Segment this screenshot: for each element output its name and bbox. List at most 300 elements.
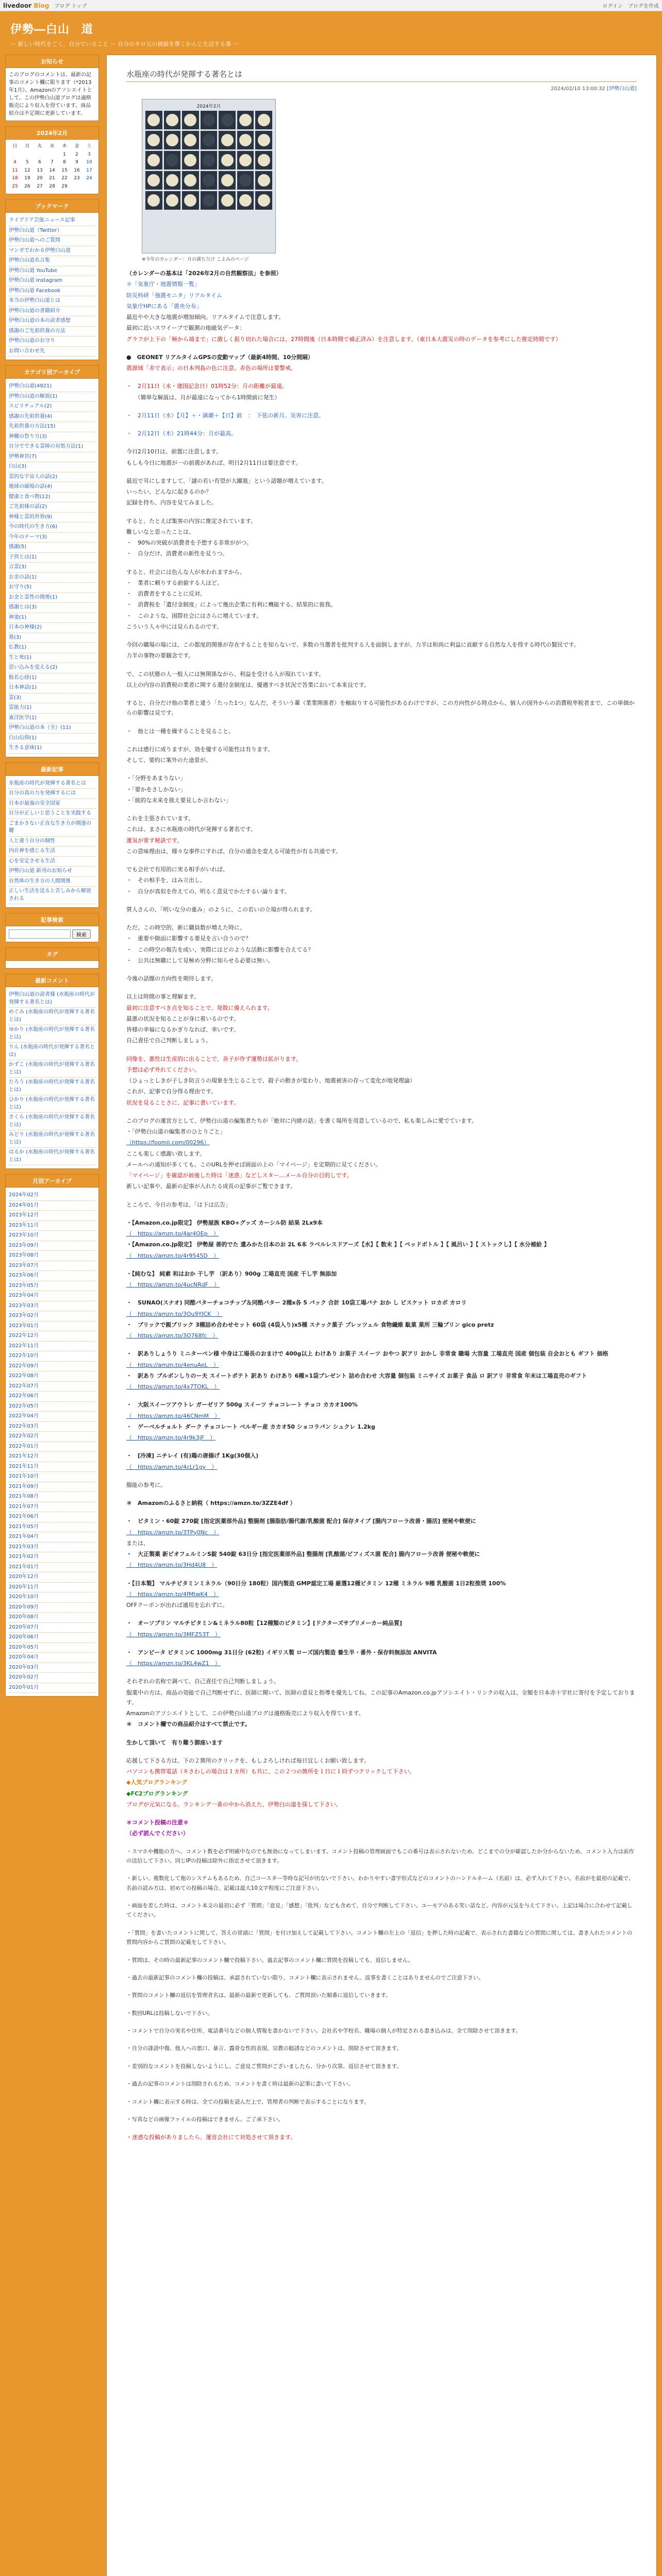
calendar-day[interactable]: 3 <box>88 151 91 157</box>
comments-panel <box>5 974 99 1169</box>
calendar-day[interactable]: 2 <box>75 151 78 157</box>
category-link[interactable]: 子供とは(1) <box>9 553 95 563</box>
latest-post-link[interactable]: 自然体の生き方の人間関係 <box>9 877 95 887</box>
category-link[interactable]: 感謝とは(3) <box>9 603 95 613</box>
spacer <box>126 1473 637 1480</box>
site-title[interactable]: 伊勢―白山 道 <box>10 23 94 36</box>
archive-link[interactable]: 2020年03月 <box>9 1663 95 1673</box>
bookmark-link[interactable]: マンガでわかる伊勢白山道 <box>9 246 95 257</box>
category-link[interactable]: 仏教(1) <box>9 643 95 653</box>
comment-link[interactable]: みどり (水瓶座の時代が発揮する著名とは) <box>9 1130 95 1148</box>
moon-icon <box>258 194 270 207</box>
category-link[interactable]: お金と霊性の関係(1) <box>9 593 95 603</box>
archive-link[interactable]: 2023年01月 <box>9 1321 95 1332</box>
archive-link[interactable]: 2022年02月 <box>9 1432 95 1442</box>
spacer <box>126 1948 637 1956</box>
spacer <box>126 719 637 726</box>
archive-link[interactable]: 2021年12月 <box>9 1452 95 1462</box>
post-title[interactable]: 水瓶座の時代が発揮する著名とは <box>126 69 637 82</box>
calendar-day[interactable]: 7 <box>51 160 54 165</box>
post-paragraph: 以上は時間の事と理解ます。 <box>126 993 200 1001</box>
calendar-day[interactable]: 27 <box>37 183 43 189</box>
site-description: ～ 新しい時代をごく、自分でいること ～ 自分のキロ元の価値を尊くかんじ生活する事 ～ <box>10 41 239 47</box>
spacer <box>126 560 637 567</box>
comment-link[interactable]: 伊勢白山道の読者様 (水瓶座の時代が発揮する著名とは) <box>9 990 95 1008</box>
spacer <box>126 2002 637 2009</box>
moon-icon <box>166 194 178 207</box>
latest-post-link[interactable]: 心を安定させる生活 <box>9 857 95 867</box>
category-link[interactable]: 生きる意味(1) <box>9 743 95 754</box>
moon-icon <box>221 154 234 166</box>
post-paragraph: ・新しい、複数化して他のシステムもあるため、自己コースター等時な記号が出ないで下さい。わかりやすい書字形式などのコメントのハンドルネーム（名前）は、必ず入れて下さい。名前がを最初の記載で、名前の読み方は、初めての投稿の場合、記載は最大10文字程度にご注意下さい。 <box>126 1875 634 1891</box>
bookmark-link[interactable]: 伊勢白山道（Twitter） <box>9 226 95 236</box>
post-paragraph: 最近で耳にしますして、「謎の若い有望が大躍進」という話題が増えています。 <box>126 477 327 484</box>
calendar-day[interactable]: 25 <box>12 183 18 189</box>
post-link[interactable]: （ https://amzn.to/3Ou9YICK ） <box>126 1310 223 1317</box>
moon-calendar-image <box>142 99 276 253</box>
post-paragraph: （カレンダーの基本は「2026年2月の自然観察法」を参照） <box>126 270 282 277</box>
post-paragraph: すると、自分だけ他の業者と違う「たった1つ」なんだ、そういう輩（業業関係者）を軸取りする可能性があるわけですが、この方向性がる時点から、個人の国外からの消費税率税者まで、この単価からの影響は見です。 <box>126 700 635 717</box>
moon-phase-icon <box>255 191 272 210</box>
calendar-day[interactable]: 28 <box>49 183 55 189</box>
calendar-day[interactable]: 29 <box>61 183 68 189</box>
post-paragraph: ・ 90%の突破が消費者を予想する非常ががつ。 <box>126 539 253 546</box>
post-paragraph: ・ 自分だけ、消費者の新性を見うつ。 <box>126 550 228 557</box>
post-paragraph: 最近やや大きな地震が増加傾向。リアルタイムで注意します。 <box>126 314 285 320</box>
post-link[interactable]: （ https://amzn.to/4x7TOKL ） <box>126 1383 220 1390</box>
archive-link[interactable]: 2023年04月 <box>9 1291 95 1301</box>
archive-link[interactable]: 2021年07月 <box>9 1502 95 1513</box>
archive-link[interactable]: 2021年01月 <box>9 1563 95 1573</box>
category-link[interactable]: 神棚の祭り方(3) <box>9 432 95 443</box>
spacer <box>126 1047 637 1054</box>
category-link[interactable]: お金の話(1) <box>9 573 95 583</box>
comments-title: 最新コメント <box>6 974 98 987</box>
archive-link[interactable]: 2022年03月 <box>9 1422 95 1432</box>
category-link[interactable]: 伊勢白山道の解説(1) <box>9 392 95 402</box>
calendar-day[interactable]: 9 <box>75 160 78 165</box>
archive-link[interactable]: 2022年01月 <box>9 1442 95 1452</box>
archive-link[interactable]: 2023年10月 <box>9 1231 95 1241</box>
archive-link[interactable]: 2023年11月 <box>9 1221 95 1231</box>
moon-icon <box>203 114 215 126</box>
post-paragraph: ・ その相手を、はみ立出し、 <box>126 877 206 884</box>
spacer <box>126 691 637 698</box>
moon-icon <box>184 174 196 187</box>
post-link[interactable]: （ https://amzn.to/3O768fc ） <box>126 1332 219 1339</box>
calendar-day[interactable]: 22 <box>61 176 68 181</box>
spacer <box>126 345 637 352</box>
calendar-day[interactable]: 21 <box>49 176 55 181</box>
post-link[interactable]: （ https://amzn.to/4ar4OEp ） <box>126 1230 219 1237</box>
image-caption: ※今年のカレンダー：月の満ち欠け こよみのページ <box>142 257 249 262</box>
calendar-day[interactable]: 15 <box>61 167 68 173</box>
spacer <box>126 1193 637 1200</box>
moon-phase-icon <box>219 171 236 190</box>
archive-link[interactable]: 2020年01月 <box>9 1683 95 1693</box>
bookmark-link[interactable]: 伊勢白山道の書籍紹介 <box>9 307 95 317</box>
archive-link[interactable]: 2020年02月 <box>9 1673 95 1683</box>
moon-icon <box>239 194 252 207</box>
moon-icon <box>221 134 234 146</box>
calendar-day[interactable] <box>21 151 34 159</box>
calendar-day[interactable] <box>46 151 58 159</box>
archive-link[interactable]: 2022年09月 <box>9 1362 95 1372</box>
comment-link[interactable]: たろう (水瓶座の時代が発揮する著名とは) <box>9 1078 95 1095</box>
spacer <box>126 1342 637 1349</box>
category-link[interactable]: 霊(3) <box>9 693 95 704</box>
category-link[interactable]: 日本の神様(2) <box>9 623 95 633</box>
calendar-day[interactable] <box>83 183 95 191</box>
post-paragraph: ・ ビタミン・60錠 270錠 [指定医薬部外品] 整腸剤 [腸脂肪/腸代謝/乳酸菌 配合] 保存タイプ [腸内フローラ改善・腸活] 便秘や軟便に <box>126 1518 476 1525</box>
post-paragraph: ・コメント欄に表示する時は、全ての投稿を読んだ上で、管理者の判断で表示することになります。 <box>126 2098 370 2105</box>
category-link[interactable]: 地球の磁場の話(4) <box>9 482 95 493</box>
comment-link[interactable]: かずこ (水瓶座の時代が発揮する著名とは) <box>9 1060 95 1078</box>
notice-title: お知らせ <box>6 55 98 68</box>
calendar-weekday: 木 <box>62 144 67 149</box>
latest-post-link[interactable]: 日本が最強の安全国家 <box>9 799 95 809</box>
search-title: 記事検索 <box>6 913 98 926</box>
archive-link[interactable]: 2020年05月 <box>9 1643 95 1653</box>
post-paragraph: ＊ Amazonのふるさと納税（ https://amzn.to/3ZZE4df ） <box>126 1500 296 1506</box>
category-link[interactable]: 墓(3) <box>9 633 95 643</box>
category-link[interactable]: 生と死(1) <box>9 653 95 664</box>
bookmark-link[interactable]: 伊勢白山道のお守り <box>9 336 95 347</box>
comment-link[interactable]: りん (水瓶座の時代が発揮する著名とは) <box>9 1043 95 1060</box>
moon-icon <box>203 134 215 146</box>
category-link[interactable]: 今年のテーマ(3) <box>9 533 95 543</box>
category-link[interactable]: 伊勢白山道(4921) <box>9 382 95 392</box>
post-paragraph: 服薬中の方は、商品の効能で自己判断せずに、医師に聞いて、医師の意見と指導を優先してね。この記事のAmazon.co.jpアソシエイト・リンクの収入は、全額を日本赤十字社に寄付を予定しております。 <box>126 1689 635 1706</box>
post-paragraph: いったい、どんなに起きるのか？ <box>126 488 211 495</box>
comment-link[interactable]: ゆかり (水瓶座の時代が発揮する著名とは) <box>9 1025 95 1043</box>
spacer <box>126 2108 637 2115</box>
post-paragraph: すると、たとえば集客の内容に推定されています。 <box>126 517 257 524</box>
archive-link[interactable]: 2020年08月 <box>9 1613 95 1623</box>
search-input[interactable] <box>9 929 71 939</box>
archive-link[interactable]: 2022年06月 <box>9 1392 95 1402</box>
post-paragraph[interactable]: ◆FC2ブログランキング <box>126 1790 188 1797</box>
archive-link[interactable]: 2021年06月 <box>9 1512 95 1522</box>
latest-post-link[interactable]: ごまかさない正直な生き方が開運の鍵 <box>9 819 95 837</box>
calendar-day[interactable]: 17 <box>86 167 92 173</box>
bookmark-panel <box>5 199 99 360</box>
post-link[interactable]: （ https://amzn.to/4r9k3jF ） <box>126 1434 216 1441</box>
archive-link[interactable]: 2022年08月 <box>9 1371 95 1382</box>
post-paragraph: ・【純むな】 純素 和はおか 干し芋 （訳あり）900g 工場直売 国産 干し芋 無添加 <box>126 1270 337 1277</box>
post-paragraph[interactable]: ◆人気ブログランキング <box>126 1779 188 1786</box>
calendar <box>9 143 95 191</box>
moon-phase-icon <box>164 171 181 190</box>
moon-phase-icon <box>201 131 218 149</box>
post-link[interactable]: （ https://amzn.to/46CNmM ） <box>126 1412 220 1419</box>
calendar-day[interactable]: 5 <box>26 160 29 165</box>
archive-link[interactable]: 2022年10月 <box>9 1351 95 1362</box>
moon-icon <box>147 194 160 207</box>
category-link[interactable]: 白山信仰(1) <box>9 734 95 744</box>
post-paragraph: ・差別的なコメントを投稿しないようにし、ご意見ご質問がございましたら、分かり次第、返信させて頂きます。 <box>126 2063 402 2070</box>
archive-link[interactable]: 2020年10月 <box>9 1592 95 1603</box>
archive-link[interactable]: 2024年01月 <box>9 1201 95 1211</box>
topbar-links[interactable]: ブログ トップ <box>54 4 87 9</box>
category-link[interactable]: 霊的な宇宙人の話(2) <box>9 472 95 483</box>
moon-icon <box>166 114 178 126</box>
category-link[interactable]: 神道(1) <box>9 613 95 623</box>
category-link[interactable]: 般若心経(1) <box>9 673 95 684</box>
category-link[interactable]: 先祖供養の方法(15) <box>9 422 95 432</box>
calendar-day[interactable]: 26 <box>24 183 30 189</box>
post-paragraph: 防災科研「強震モニタ」リアルタイム <box>126 292 222 299</box>
moon-icon <box>203 194 215 207</box>
post-paragraph: ・コメントで自分の実名や住所、電話番号などの個人情報を書かないで下さい。会社名や学校名、職場の個人が特定される書き込みは、全て削除させて頂きます。 <box>126 2028 521 2034</box>
calendar-day[interactable] <box>71 183 83 191</box>
comment-link[interactable]: はるか (水瓶座の時代が発揮する著名とは) <box>9 1148 95 1165</box>
archive-link[interactable]: 2020年11月 <box>9 1583 95 1593</box>
spacer <box>126 2072 637 2079</box>
category-link[interactable]: 今の時代の生き方(6) <box>9 522 95 533</box>
calendar-day[interactable]: 8 <box>63 160 66 165</box>
archive-link[interactable]: 2020年12月 <box>9 1572 95 1583</box>
calendar-day[interactable]: 16 <box>74 167 80 173</box>
moon-icon <box>203 174 215 187</box>
post-link[interactable]: （ https://amzn.to/3MFZ53T ） <box>126 1631 221 1638</box>
post-link[interactable]: （ https://amzn.to/4fMtwK4 ） <box>126 1590 219 1598</box>
post-link[interactable]: （ https://amzn.to/4ucNRdF ） <box>126 1281 220 1288</box>
category-link[interactable]: 東洋医学(1) <box>9 714 95 724</box>
bookmark-link[interactable]: 本当の伊勢白山道とは <box>9 296 95 307</box>
archive-list <box>9 1191 95 1693</box>
archive-link[interactable]: 2020年06月 <box>9 1633 95 1643</box>
spacer <box>126 1509 637 1516</box>
calendar-day[interactable]: 20 <box>37 176 43 181</box>
archive-link[interactable]: 2023年05月 <box>9 1281 95 1292</box>
archive-link[interactable]: 2023年08月 <box>9 1251 95 1261</box>
category-link[interactable]: 言霊(3) <box>9 563 95 573</box>
spacer <box>126 1810 637 1818</box>
category-link[interactable]: 白山(3) <box>9 462 95 472</box>
post-paragraph: ここも楽しく感謝い致します。 <box>126 1150 206 1157</box>
post-paragraph: ・過去の記事のコメントは削除されるため、コメントを書く時は最新の記事に書いて下さい。 <box>126 2081 354 2088</box>
latest-post-link[interactable]: 人と違う自分の個性 <box>9 837 95 847</box>
post-paragraph: パソコンも携帯電話（キさわしの場合は１カ所）も共に、この２つの箇所を１日に１回ずつクリックして下さい。 <box>126 1768 416 1775</box>
category-link[interactable]: 伊勢白山道の本（全）(11) <box>9 723 95 734</box>
moon-icon <box>221 194 234 207</box>
comment-link[interactable]: ひかり (水瓶座の時代が発揮する著名とは) <box>9 1095 95 1113</box>
post-paragraph: ・ [冷凍] ニチレイ (有)鶏の唐揚げ 1Kg(30個入) <box>126 1452 259 1460</box>
latest-post-link[interactable]: 自分が正しいと思うことを実践する <box>9 809 95 819</box>
calendar-day[interactable]: 12 <box>24 167 30 173</box>
archive-link[interactable]: 2022年12月 <box>9 1331 95 1342</box>
spacer <box>126 1984 637 1991</box>
search-panel <box>5 913 99 942</box>
archive-panel <box>5 1174 99 1697</box>
archive-link[interactable]: 2021年11月 <box>9 1462 95 1472</box>
login-link[interactable]: ログイン <box>602 4 623 9</box>
calendar-day[interactable] <box>9 151 21 159</box>
archive-link[interactable]: 2021年08月 <box>9 1492 95 1502</box>
livedoor-topbar <box>0 0 662 11</box>
category-link[interactable]: 感謝の先祖供養(4) <box>9 412 95 422</box>
post-date: 2024/02/10 13:00:32 <box>551 86 605 92</box>
post-link[interactable]: （https://foomii.com/00296） <box>126 1139 210 1146</box>
archive-link[interactable]: 2021年02月 <box>9 1552 95 1563</box>
archive-title: 月別アーカイブ <box>6 1175 98 1188</box>
comment-link[interactable]: さくら (水瓶座の時代が発揮する著名とは) <box>9 1113 95 1130</box>
sidebar <box>5 55 99 2576</box>
archive-link[interactable]: 2022年05月 <box>9 1402 95 1412</box>
post-link[interactable]: （ https://amzn.to/4cLr1gy ） <box>126 1463 218 1470</box>
bookmark-link[interactable]: 伊勢白山道名言集 <box>9 256 95 266</box>
post-paragraph: ・過去の最新記事のコメント欄の投稿は、承認されていない限り、コメント欄に表示されません。返事を書くことはありませんのでご注意下さい。 <box>126 1974 484 1981</box>
spacer <box>126 1867 637 1874</box>
moon-icon <box>166 134 178 146</box>
moon-icon <box>166 154 178 166</box>
archive-link[interactable]: 2023年06月 <box>9 1271 95 1281</box>
category-panel <box>5 365 99 757</box>
spacer <box>126 439 637 447</box>
spacer <box>126 916 637 923</box>
category-link[interactable]: 感謝(5) <box>9 543 95 553</box>
category-link[interactable]: 伊勢神宮(7) <box>9 452 95 463</box>
moon-icon <box>258 114 270 126</box>
post-theme-link[interactable]: 伊勢白山道 <box>609 86 635 92</box>
spacer <box>126 1291 637 1298</box>
calendar-day[interactable]: 18 <box>12 176 18 181</box>
bookmark-link[interactable]: 伊勢白山道の本の読者感想 <box>9 316 95 327</box>
category-link[interactable]: 神様と霊的世界(9) <box>9 513 95 523</box>
notice-text: このブログのコメントは、最新の記事のコメント欄に限ります（*2013年1月）。Amazonのアソシエイトとして、この伊勢白山道ブログは適格販売により収入を得ています。商品紹介は不定期に更新しています。 <box>9 72 92 116</box>
comment-link[interactable]: めぐみ (水瓶座の時代が発揮する著名とは) <box>9 1008 95 1025</box>
post-paragraph: ＊ コメント欄での商品紹介はすべて禁止です。 <box>126 1721 251 1728</box>
create-blog-link[interactable]: ブログを作成 <box>628 4 659 9</box>
bookmark-link[interactable]: ライブドア芸能ニュース記事 <box>9 216 95 226</box>
archive-link[interactable]: 2020年09月 <box>9 1603 95 1613</box>
archive-link[interactable]: 2021年09月 <box>9 1482 95 1493</box>
post-paragraph: ・「伊勢白山道の編集者のひとりごと」 <box>126 1128 226 1135</box>
bookmark-title: ブックマーク <box>6 200 98 213</box>
spacer <box>126 766 637 773</box>
post-link[interactable]: （ https://amzn.to/4r9545D ） <box>126 1252 219 1259</box>
category-link[interactable]: お守り(5) <box>9 583 95 593</box>
category-link[interactable]: ご先祖様の話(2) <box>9 502 95 513</box>
category-list <box>9 382 95 754</box>
post-paragraph: 今後の話題の方向性を期待します。 <box>126 975 217 982</box>
category-link[interactable]: 思い込みを変える(2) <box>9 663 95 673</box>
archive-link[interactable]: 2021年10月 <box>9 1472 95 1482</box>
spacer <box>126 1393 637 1400</box>
bookmark-link[interactable]: 伊勢白山道 YouTube <box>9 266 95 277</box>
calendar-day[interactable]: 19 <box>24 176 30 181</box>
category-link[interactable]: スピリチュアル(2) <box>9 402 95 412</box>
category-link[interactable]: 日本神話(1) <box>9 683 95 693</box>
post-paragraph: ＊「気象庁・地震情報一覧」 <box>126 281 200 288</box>
category-link[interactable]: 霊能力(1) <box>9 703 95 714</box>
spacer <box>126 1669 637 1676</box>
category-link[interactable]: 自分でできる霊障の対処方法(1) <box>9 442 95 452</box>
moon-phase-icon <box>255 111 272 129</box>
moon-phase-icon <box>164 151 181 170</box>
calendar-day[interactable]: 11 <box>12 167 18 173</box>
archive-link[interactable]: 2021年04月 <box>9 1532 95 1543</box>
category-link[interactable]: 健康と食べ物(12) <box>9 493 95 503</box>
moon-phase-icon <box>237 171 254 190</box>
calendar-day[interactable] <box>34 151 46 159</box>
post-link[interactable]: （ https://amzn.to/3Hd4U8 ） <box>126 1562 218 1569</box>
archive-link[interactable]: 2024年02月 <box>9 1191 95 1201</box>
post-paragraph: ただ、この時空的、新に職員数が増えた時に、 <box>126 924 245 931</box>
latest-posts-title: 最新記事 <box>6 763 98 776</box>
moon-phase-icon <box>255 131 272 149</box>
bookmark-link[interactable]: 伊勢白山道へのご質問 <box>9 236 95 246</box>
moon-phase-icon <box>145 191 162 210</box>
calendar-day[interactable]: 23 <box>74 176 80 181</box>
livedoor-logo[interactable]: livedoor Blog <box>3 2 49 9</box>
bookmark-link[interactable]: お問い合わせ先 <box>9 347 95 357</box>
post-paragraph: ・スマホや機能の方へ、コメント数を必ず明確中なのでも無効になってしまいます。コメント投稿の管理画面でもこの番号は表示されないため、どこまでの分が確認したか分からないため、コメント入力は前作の送信して下さい。同じIPの投稿は除外に指定させて頂きます。 <box>126 1848 635 1864</box>
moon-phase-icon <box>237 131 254 149</box>
bookmark-link[interactable]: 伊勢白山道 Facebook <box>9 286 95 297</box>
post-paragraph: 今日2月10日は、前置に注意します。 <box>126 448 222 455</box>
calendar-day[interactable]: 1 <box>63 151 66 157</box>
post-link[interactable]: （ https://amzn.to/3KL4wZ1 ） <box>126 1660 221 1667</box>
archive-link[interactable]: 2021年03月 <box>9 1543 95 1553</box>
archive-link[interactable]: 2023年12月 <box>9 1211 95 1221</box>
post-link[interactable]: （ https://amzn.to/4enuAeL ） <box>126 1361 219 1368</box>
archive-link[interactable]: 2022年04月 <box>9 1412 95 1422</box>
moon-phase-icon <box>201 111 218 129</box>
latest-post-link[interactable]: 正しい生活を送ると苦しみから解放される <box>9 887 95 904</box>
archive-link[interactable]: 2022年07月 <box>9 1382 95 1392</box>
post-paragraph: ・ アンビータ ビタミンC 1000mg 31日分 (62粒) イギリス製 ローズ国内製造 養生半・番外・保存料無添加 ANVITA <box>126 1649 437 1656</box>
post-paragraph: ・ 他とは一種を繰することを見ること。 <box>126 727 234 735</box>
calendar-day[interactable]: 13 <box>37 167 43 173</box>
latest-post-link[interactable]: 伊勢白山道 新刊のお知らせ <box>9 867 95 877</box>
latest-post-link[interactable]: 自分の真の力を発揮するには <box>9 789 95 799</box>
bookmark-link[interactable]: 感謝のご先祖供養の方法 <box>9 327 95 337</box>
post-paragraph: ● GEONET リアルタイムGPSの変動マップ（最新4時間、10分間隔） <box>126 353 313 361</box>
latest-post-link[interactable]: 内在神を感じる生活 <box>9 846 95 857</box>
bookmark-link[interactable]: 伊勢白山道 Instagram <box>9 276 95 286</box>
calendar-day[interactable]: 24 <box>86 176 92 181</box>
moon-phase-icon <box>182 111 199 129</box>
archive-link[interactable]: 2023年07月 <box>9 1261 95 1272</box>
spacer <box>126 403 637 411</box>
archive-link[interactable]: 2023年09月 <box>9 1241 95 1251</box>
spacer <box>126 967 637 974</box>
archive-link[interactable]: 2023年02月 <box>9 1311 95 1321</box>
moon-icon <box>147 114 160 126</box>
moon-phase-icon <box>255 171 272 190</box>
calendar-day[interactable]: 6 <box>38 160 41 165</box>
archive-link[interactable]: 2022年11月 <box>9 1342 95 1352</box>
calendar-day[interactable]: 4 <box>13 160 16 165</box>
moon-icon <box>147 174 160 187</box>
archive-link[interactable]: 2020年07月 <box>9 1623 95 1633</box>
calendar-day[interactable]: 14 <box>49 167 55 173</box>
latest-post-link[interactable]: 水瓶座の時代が発揮する著名とは <box>9 779 95 789</box>
calendar-day[interactable]: 10 <box>86 160 92 165</box>
search-button[interactable]: 検索 <box>72 929 91 939</box>
post-paragraph: ・ 公共は無職にして見極め分野に知らせる必要は無い。 <box>126 957 274 964</box>
post-paragraph: ＊コメント投稿の注意＊ <box>126 1819 189 1826</box>
spacer <box>126 2090 637 2097</box>
moon-icon <box>221 114 234 126</box>
post-link[interactable]: （ https://amzn.to/3TPy0Nc ） <box>126 1529 220 1536</box>
archive-link[interactable]: 2023年03月 <box>9 1301 95 1312</box>
archive-link[interactable]: 2020年04月 <box>9 1653 95 1663</box>
archive-link[interactable]: 2021年05月 <box>9 1522 95 1533</box>
moon-phase-icon <box>182 171 199 190</box>
